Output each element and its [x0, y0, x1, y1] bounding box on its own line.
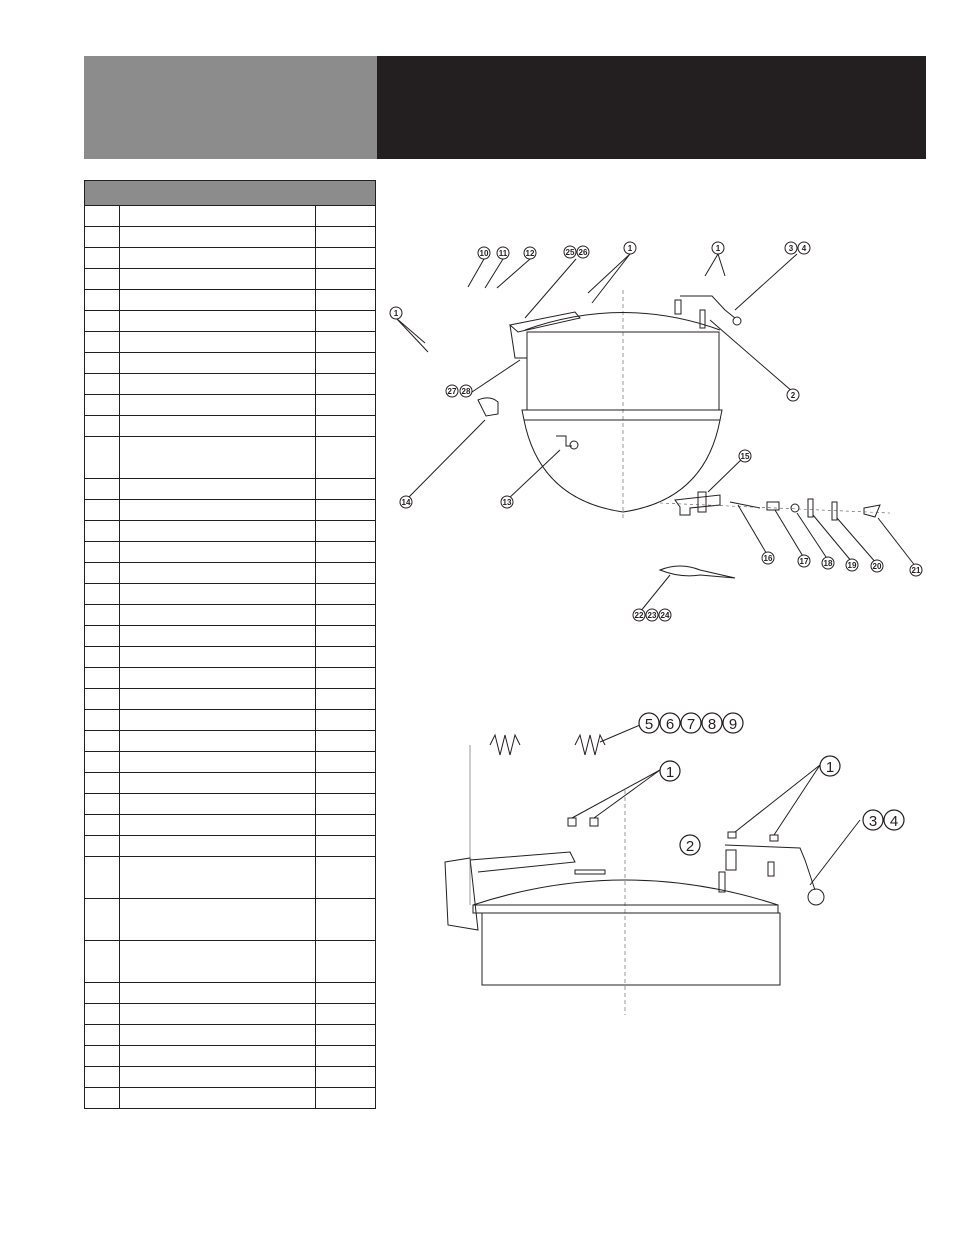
svg-text:9: 9	[728, 716, 738, 733]
upper-kettle-drawing	[393, 254, 916, 612]
table-row	[85, 647, 376, 668]
svg-text:12: 12	[525, 249, 535, 258]
callout-8	[702, 713, 722, 733]
svg-text:1: 1	[715, 244, 721, 253]
table-row	[85, 752, 376, 773]
svg-text:19: 19	[847, 561, 857, 570]
callout-20	[871, 560, 883, 572]
svg-text:27: 27	[447, 387, 457, 396]
table-row	[85, 941, 376, 983]
callout-1	[712, 242, 724, 254]
callout-18	[822, 557, 834, 569]
upper-callouts	[390, 242, 922, 621]
callout-1	[660, 761, 680, 781]
table-row	[85, 332, 376, 353]
table-row	[85, 290, 376, 311]
table-row	[85, 563, 376, 584]
header-left-panel	[84, 56, 377, 159]
table-row	[85, 1046, 376, 1067]
svg-text:1: 1	[393, 309, 399, 318]
table-row	[85, 731, 376, 752]
callout-4	[884, 810, 904, 830]
callout-13	[501, 496, 513, 508]
callout-15	[739, 450, 751, 462]
callout-3	[863, 810, 883, 830]
svg-text:10: 10	[479, 249, 489, 258]
table-row	[85, 899, 376, 941]
callout-3	[785, 242, 797, 254]
callout-10	[478, 247, 490, 259]
callout-7	[681, 713, 701, 733]
callout-26	[577, 246, 589, 258]
svg-text:4: 4	[801, 244, 807, 253]
table-row	[85, 1067, 376, 1088]
table-row	[85, 353, 376, 374]
table-row	[85, 857, 376, 899]
svg-text:26: 26	[578, 248, 588, 257]
table-row	[85, 668, 376, 689]
header-right-panel	[377, 56, 926, 159]
table-row	[85, 395, 376, 416]
table-row	[85, 794, 376, 815]
table-row	[85, 521, 376, 542]
table-row	[85, 206, 376, 227]
svg-text:2: 2	[685, 838, 695, 855]
table-row	[85, 1088, 376, 1109]
callout-1	[624, 242, 636, 254]
svg-text:13: 13	[502, 498, 512, 507]
callout-23	[646, 609, 658, 621]
svg-text:14: 14	[401, 498, 411, 507]
svg-text:1: 1	[665, 764, 675, 781]
callout-4	[798, 242, 810, 254]
callout-6	[660, 713, 680, 733]
table-row	[85, 626, 376, 647]
callout-2	[787, 389, 799, 401]
callout-1	[820, 756, 840, 776]
callout-1	[390, 307, 402, 319]
table-row	[85, 836, 376, 857]
table-header	[85, 181, 376, 206]
svg-text:20: 20	[872, 562, 882, 571]
svg-text:24: 24	[660, 611, 670, 620]
table-row	[85, 815, 376, 836]
svg-text:7: 7	[686, 716, 696, 733]
callout-27	[446, 385, 458, 397]
table-row	[85, 227, 376, 248]
table-row	[85, 1004, 376, 1025]
callout-17	[798, 555, 810, 567]
callout-22	[633, 609, 645, 621]
callout-25	[564, 246, 576, 258]
table-row	[85, 605, 376, 626]
table-row	[85, 542, 376, 563]
callout-21	[910, 564, 922, 576]
svg-text:18: 18	[823, 559, 833, 568]
svg-text:8: 8	[707, 716, 717, 733]
svg-text:4: 4	[889, 813, 899, 830]
svg-text:22: 22	[634, 611, 644, 620]
table-row	[85, 248, 376, 269]
svg-text:6: 6	[665, 716, 675, 733]
svg-text:17: 17	[799, 557, 809, 566]
table-row	[85, 1025, 376, 1046]
table-row	[85, 710, 376, 731]
callout-24	[659, 609, 671, 621]
svg-text:3: 3	[788, 244, 794, 253]
callout-9	[723, 713, 743, 733]
svg-text:11: 11	[498, 249, 508, 258]
svg-text:15: 15	[740, 452, 750, 461]
svg-text:5: 5	[644, 716, 654, 733]
table-header-row	[85, 181, 376, 206]
table-row	[85, 689, 376, 710]
kettle-exploded-diagram	[380, 230, 940, 1030]
lower-callouts	[639, 713, 904, 855]
table-row	[85, 479, 376, 500]
callout-14	[400, 496, 412, 508]
table-row	[85, 269, 376, 290]
callout-5	[639, 713, 659, 733]
svg-text:28: 28	[461, 387, 471, 396]
table-row	[85, 437, 376, 479]
lower-cover-drawing	[445, 725, 860, 1015]
callout-11	[497, 247, 509, 259]
callout-19	[846, 559, 858, 571]
svg-text:16: 16	[763, 554, 773, 563]
svg-text:3: 3	[868, 813, 878, 830]
svg-text:21: 21	[911, 566, 921, 575]
svg-text:1: 1	[627, 244, 633, 253]
callout-12	[524, 247, 536, 259]
callout-28	[460, 385, 472, 397]
parts-list-table	[84, 180, 376, 1109]
svg-text:25: 25	[565, 248, 575, 257]
svg-text:2: 2	[790, 391, 796, 400]
table-row	[85, 773, 376, 794]
table-row	[85, 584, 376, 605]
svg-text:1: 1	[825, 759, 835, 776]
table-row	[85, 311, 376, 332]
callout-16	[762, 552, 774, 564]
table-row	[85, 374, 376, 395]
svg-text:23: 23	[647, 611, 657, 620]
table-row	[85, 983, 376, 1004]
table-row	[85, 500, 376, 521]
callout-2	[680, 835, 700, 855]
table-row	[85, 416, 376, 437]
